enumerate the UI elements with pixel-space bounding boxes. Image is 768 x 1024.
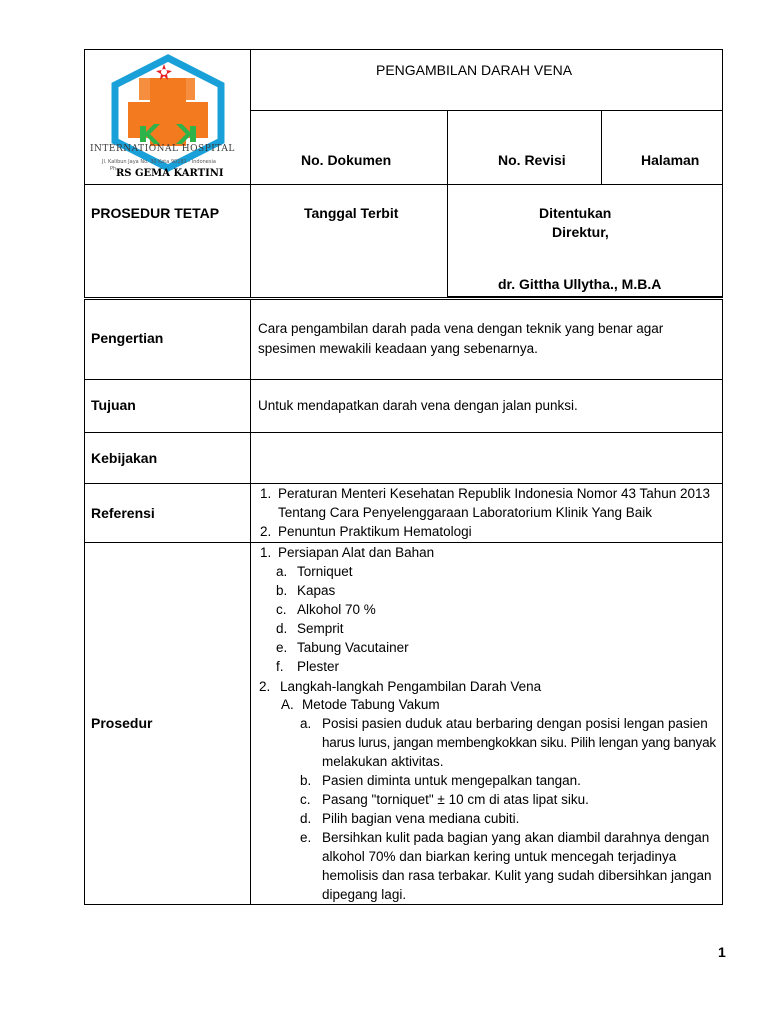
tool-marker: c. <box>276 602 287 617</box>
step-marker: b. <box>300 773 312 788</box>
method-title: Metode Tabung Vakum <box>302 697 440 712</box>
step-marker: d. <box>300 811 312 826</box>
step-line: Pilih bagian vena mediana cubiti. <box>322 811 520 826</box>
prosedur-step: Langkah-langkah Pengambilan Darah Vena <box>280 679 542 694</box>
step-line: melakukan aktivitas. <box>322 754 444 769</box>
prosedur-tetap-label: PROSEDUR TETAP <box>91 205 220 221</box>
pengertian-label: Pengertian <box>91 330 164 346</box>
direktur-name: dr. Gittha Ullytha., M.B.A <box>498 276 662 292</box>
divider <box>84 379 723 380</box>
referensi-item: Peraturan Menteri Kesehatan Republik Indonesia Nomor 43 Tahun 2013 <box>278 486 711 501</box>
step-line: Pasang "torniquet" ± 10 cm di atas lipat siku. <box>322 792 589 807</box>
tujuan-label: Tujuan <box>91 397 136 413</box>
document-title: PENGAMBILAN DARAH VENA <box>376 62 573 78</box>
prosedur-step-marker: 2. <box>259 679 271 694</box>
pengertian-line: spesimen mewakili keadaan yang sebenarnya. <box>258 341 538 356</box>
step-line: hemolisis dan rasa terbakar. Kulit yang sudah dibersihkan jangan <box>322 868 712 883</box>
step-marker: e. <box>300 830 312 845</box>
tool-marker: b. <box>276 583 288 598</box>
divider <box>601 110 602 185</box>
tool-item: Kapas <box>297 583 336 598</box>
tool-item: Semprit <box>297 621 344 636</box>
step-line: Posisi pasien duduk atau berbaring dengan posisi lengan pasien <box>322 716 708 731</box>
divider <box>250 110 723 111</box>
step-line: harus lurus, jangan membengkokkan siku. Pilih lengan yang banyak <box>322 735 716 750</box>
logo-address-2: Ph. <box>110 166 118 172</box>
prosedur-label: Prosedur <box>91 715 153 731</box>
kebijakan-label: Kebijakan <box>91 450 158 466</box>
direktur-label: Direktur, <box>552 224 609 240</box>
divider <box>447 110 448 298</box>
step-line: Pasien diminta untuk mengepalkan tangan. <box>322 773 581 788</box>
step-marker: c. <box>300 792 311 807</box>
referensi-marker: 1. <box>260 486 272 501</box>
tool-marker: f. <box>276 659 284 674</box>
step-line: alkohol 70% dan biarkan kering untuk mencegah terjadinya <box>322 849 677 864</box>
prosedur-step: Persiapan Alat dan Bahan <box>278 545 435 560</box>
step-line: dipegang lagi. <box>322 887 407 902</box>
divider <box>84 483 723 484</box>
divider <box>84 432 723 433</box>
page-number: 1 <box>718 944 726 960</box>
tool-item: Plester <box>297 659 340 674</box>
divider <box>250 299 251 905</box>
logo-hospital-name: RS GEMA KARTINI <box>116 168 224 179</box>
referensi-marker: 2. <box>260 524 272 539</box>
logo-brand-line: INTERNATIONAL HOSPITAL <box>90 144 235 154</box>
logo-address-1: Jl. Kalibun Jaya No. 30 Kota 90181 - Indonesia <box>102 159 216 165</box>
tool-item: Alkohol 70 % <box>297 602 376 617</box>
hospital-logo <box>88 52 248 182</box>
tujuan-text: Untuk mendapatkan darah vena dengan jalan punksi. <box>258 398 578 413</box>
tool-marker: e. <box>276 640 288 655</box>
tool-item: Torniquet <box>297 564 353 579</box>
divider <box>250 49 251 298</box>
divider <box>84 542 723 543</box>
step-line: Bersihkan kulit pada bagian yang akan diambil darahnya dengan <box>322 830 710 845</box>
tool-item: Tabung Vacutainer <box>297 640 409 655</box>
divider <box>447 296 723 298</box>
method-marker: A. <box>281 697 294 712</box>
no-revisi-label: No. Revisi <box>498 152 566 168</box>
pengertian-line: Cara pengambilan darah pada vena dengan teknik yang benar agar <box>258 321 664 336</box>
referensi-item: Tentang Cara Penyelenggaraan Laboratorium Klinik Yang Baik <box>278 505 652 520</box>
ditentukan-label: Ditentukan <box>539 205 612 221</box>
referensi-item: Penuntun Praktikum Hematologi <box>278 524 472 539</box>
referensi-label: Referensi <box>91 505 155 521</box>
tool-marker: d. <box>276 621 288 636</box>
halaman-label: Halaman <box>641 152 700 168</box>
tool-marker: a. <box>276 564 288 579</box>
no-dokumen-label: No. Dokumen <box>301 152 392 168</box>
divider <box>84 184 723 185</box>
tanggal-terbit-label: Tanggal Terbit <box>304 205 399 221</box>
step-marker: a. <box>300 716 312 731</box>
prosedur-step-marker: 1. <box>260 545 272 560</box>
